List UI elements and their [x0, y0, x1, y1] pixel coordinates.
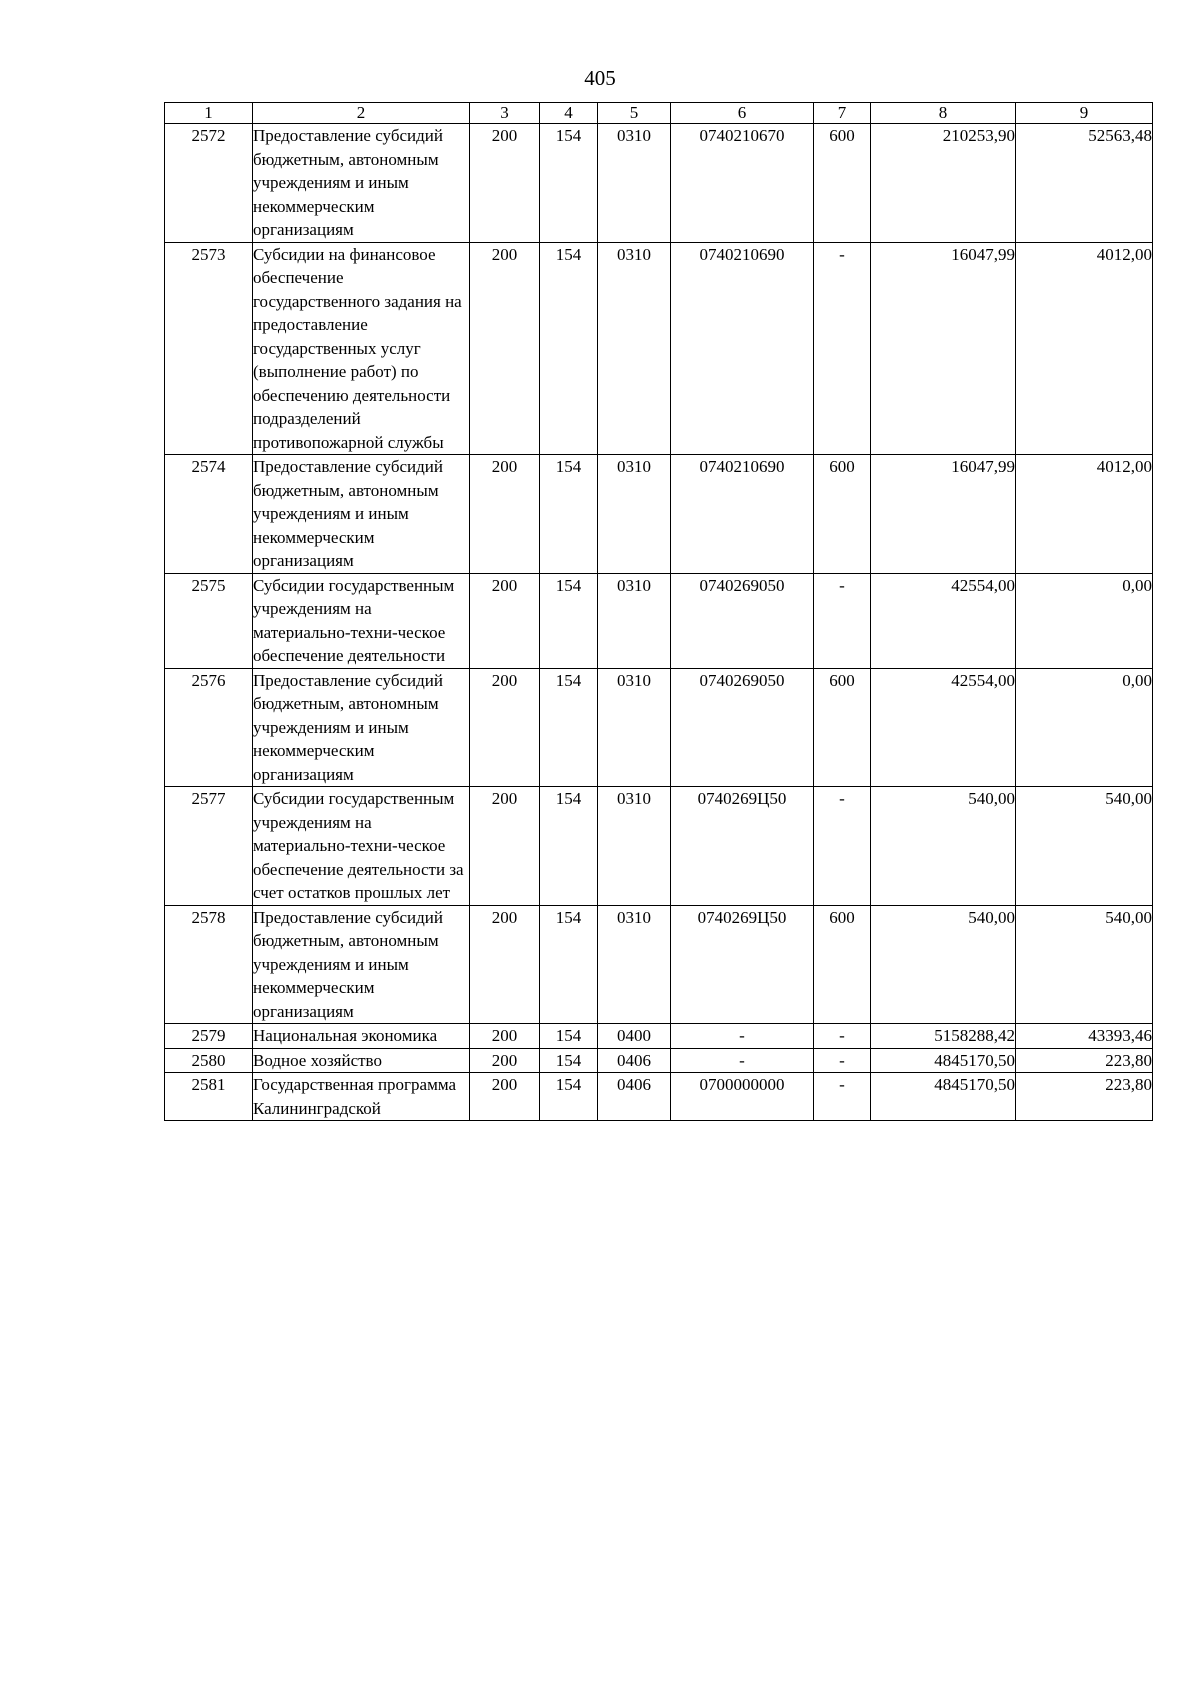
column-header: 7 [814, 103, 871, 124]
cell-col9: 0,00 [1016, 573, 1153, 668]
cell-col5: 0310 [598, 455, 671, 574]
row-name: Субсидии государственным учреждениям на материально-техни-ческое обеспечение деятельности за счет остатков прошлых лет [253, 787, 470, 906]
cell-col9: 4012,00 [1016, 242, 1153, 455]
table-row [165, 905, 1153, 1024]
cell-col5: 0310 [598, 124, 671, 243]
table-row [165, 1024, 1153, 1049]
cell-col9: 540,00 [1016, 787, 1153, 906]
cell-col5: 0310 [598, 242, 671, 455]
table-row [165, 242, 1153, 455]
column-header: 3 [470, 103, 540, 124]
cell-col7: - [814, 573, 871, 668]
cell-col4: 154 [540, 124, 598, 243]
cell-col8: 42554,00 [871, 668, 1016, 787]
cell-col5: 0310 [598, 668, 671, 787]
column-header: 6 [671, 103, 814, 124]
cell-col8: 540,00 [871, 905, 1016, 1024]
row-number: 2574 [165, 455, 253, 574]
cell-col9: 540,00 [1016, 905, 1153, 1024]
column-header: 4 [540, 103, 598, 124]
cell-col3: 200 [470, 787, 540, 906]
table-row [165, 1073, 1153, 1121]
cell-col3: 200 [470, 124, 540, 243]
cell-col5: 0310 [598, 905, 671, 1024]
cell-col8: 4845170,50 [871, 1048, 1016, 1073]
cell-col9: 4012,00 [1016, 455, 1153, 574]
cell-col9: 223,80 [1016, 1048, 1153, 1073]
cell-col5: 0400 [598, 1024, 671, 1049]
cell-col4: 154 [540, 242, 598, 455]
cell-col7: - [814, 787, 871, 906]
cell-col6: 0740269050 [671, 573, 814, 668]
cell-col7: 600 [814, 668, 871, 787]
row-name: Предоставление субсидий бюджетным, автономным учреждениям и иным некоммерческим организациям [253, 124, 470, 243]
column-header: 5 [598, 103, 671, 124]
cell-col3: 200 [470, 905, 540, 1024]
row-name: Субсидии на финансовое обеспечение государственного задания на предоставление государственных услуг (выполнение работ) по обеспечению деятельности подразделений противопожарной службы [253, 242, 470, 455]
table-row [165, 668, 1153, 787]
cell-col8: 42554,00 [871, 573, 1016, 668]
cell-col9: 52563,48 [1016, 124, 1153, 243]
row-number: 2581 [165, 1073, 253, 1121]
cell-col5: 0310 [598, 787, 671, 906]
cell-col6: 0740210690 [671, 242, 814, 455]
cell-col8: 4845170,50 [871, 1073, 1016, 1121]
cell-col6: - [671, 1024, 814, 1049]
cell-col6: 0740269050 [671, 668, 814, 787]
cell-col4: 154 [540, 455, 598, 574]
row-number: 2577 [165, 787, 253, 906]
cell-col3: 200 [470, 573, 540, 668]
column-header: 1 [165, 103, 253, 124]
page-number: 405 [584, 66, 616, 90]
cell-col4: 154 [540, 573, 598, 668]
cell-col6: 0740210690 [671, 455, 814, 574]
row-number: 2579 [165, 1024, 253, 1049]
cell-col9: 43393,46 [1016, 1024, 1153, 1049]
column-header: 2 [253, 103, 470, 124]
cell-col8: 16047,99 [871, 242, 1016, 455]
cell-col3: 200 [470, 242, 540, 455]
cell-col4: 154 [540, 787, 598, 906]
cell-col3: 200 [470, 455, 540, 574]
cell-col3: 200 [470, 668, 540, 787]
cell-col3: 200 [470, 1048, 540, 1073]
cell-col8: 16047,99 [871, 455, 1016, 574]
cell-col7: 600 [814, 455, 871, 574]
cell-col7: - [814, 1073, 871, 1121]
row-number: 2578 [165, 905, 253, 1024]
cell-col4: 154 [540, 1024, 598, 1049]
row-name: Предоставление субсидий бюджетным, автономным учреждениям и иным некоммерческим организациям [253, 455, 470, 574]
row-name: Водное хозяйство [253, 1048, 470, 1073]
table-row [165, 124, 1153, 243]
cell-col6: 0740269Ц50 [671, 905, 814, 1024]
column-header: 9 [1016, 103, 1153, 124]
row-number: 2576 [165, 668, 253, 787]
cell-col4: 154 [540, 1048, 598, 1073]
cell-col8: 5158288,42 [871, 1024, 1016, 1049]
row-name: Национальная экономика [253, 1024, 470, 1049]
cell-col5: 0406 [598, 1073, 671, 1121]
cell-col4: 154 [540, 1073, 598, 1121]
row-number: 2575 [165, 573, 253, 668]
column-header: 8 [871, 103, 1016, 124]
cell-col6: 0700000000 [671, 1073, 814, 1121]
table-row [165, 1048, 1153, 1073]
table-row [165, 455, 1153, 574]
budget-table [164, 102, 1153, 1121]
cell-col6: 0740269Ц50 [671, 787, 814, 906]
cell-col8: 210253,90 [871, 124, 1016, 243]
cell-col3: 200 [470, 1024, 540, 1049]
cell-col7: 600 [814, 124, 871, 243]
row-name: Государственная программа Калининградской [253, 1073, 470, 1121]
row-number: 2572 [165, 124, 253, 243]
table-row [165, 787, 1153, 906]
cell-col9: 223,80 [1016, 1073, 1153, 1121]
cell-col7: - [814, 1048, 871, 1073]
cell-col7: - [814, 242, 871, 455]
row-name: Предоставление субсидий бюджетным, автономным учреждениям и иным некоммерческим организациям [253, 668, 470, 787]
cell-col4: 154 [540, 668, 598, 787]
table-row [165, 573, 1153, 668]
row-name: Предоставление субсидий бюджетным, автономным учреждениям и иным некоммерческим организациям [253, 905, 470, 1024]
cell-col5: 0310 [598, 573, 671, 668]
row-name: Субсидии государственным учреждениям на материально-техни-ческое обеспечение деятельности [253, 573, 470, 668]
cell-col5: 0406 [598, 1048, 671, 1073]
row-number: 2573 [165, 242, 253, 455]
cell-col4: 154 [540, 905, 598, 1024]
cell-col6: - [671, 1048, 814, 1073]
cell-col9: 0,00 [1016, 668, 1153, 787]
row-number: 2580 [165, 1048, 253, 1073]
cell-col7: 600 [814, 905, 871, 1024]
cell-col6: 0740210670 [671, 124, 814, 243]
cell-col3: 200 [470, 1073, 540, 1121]
cell-col8: 540,00 [871, 787, 1016, 906]
cell-col7: - [814, 1024, 871, 1049]
table-header-row [165, 103, 1153, 124]
